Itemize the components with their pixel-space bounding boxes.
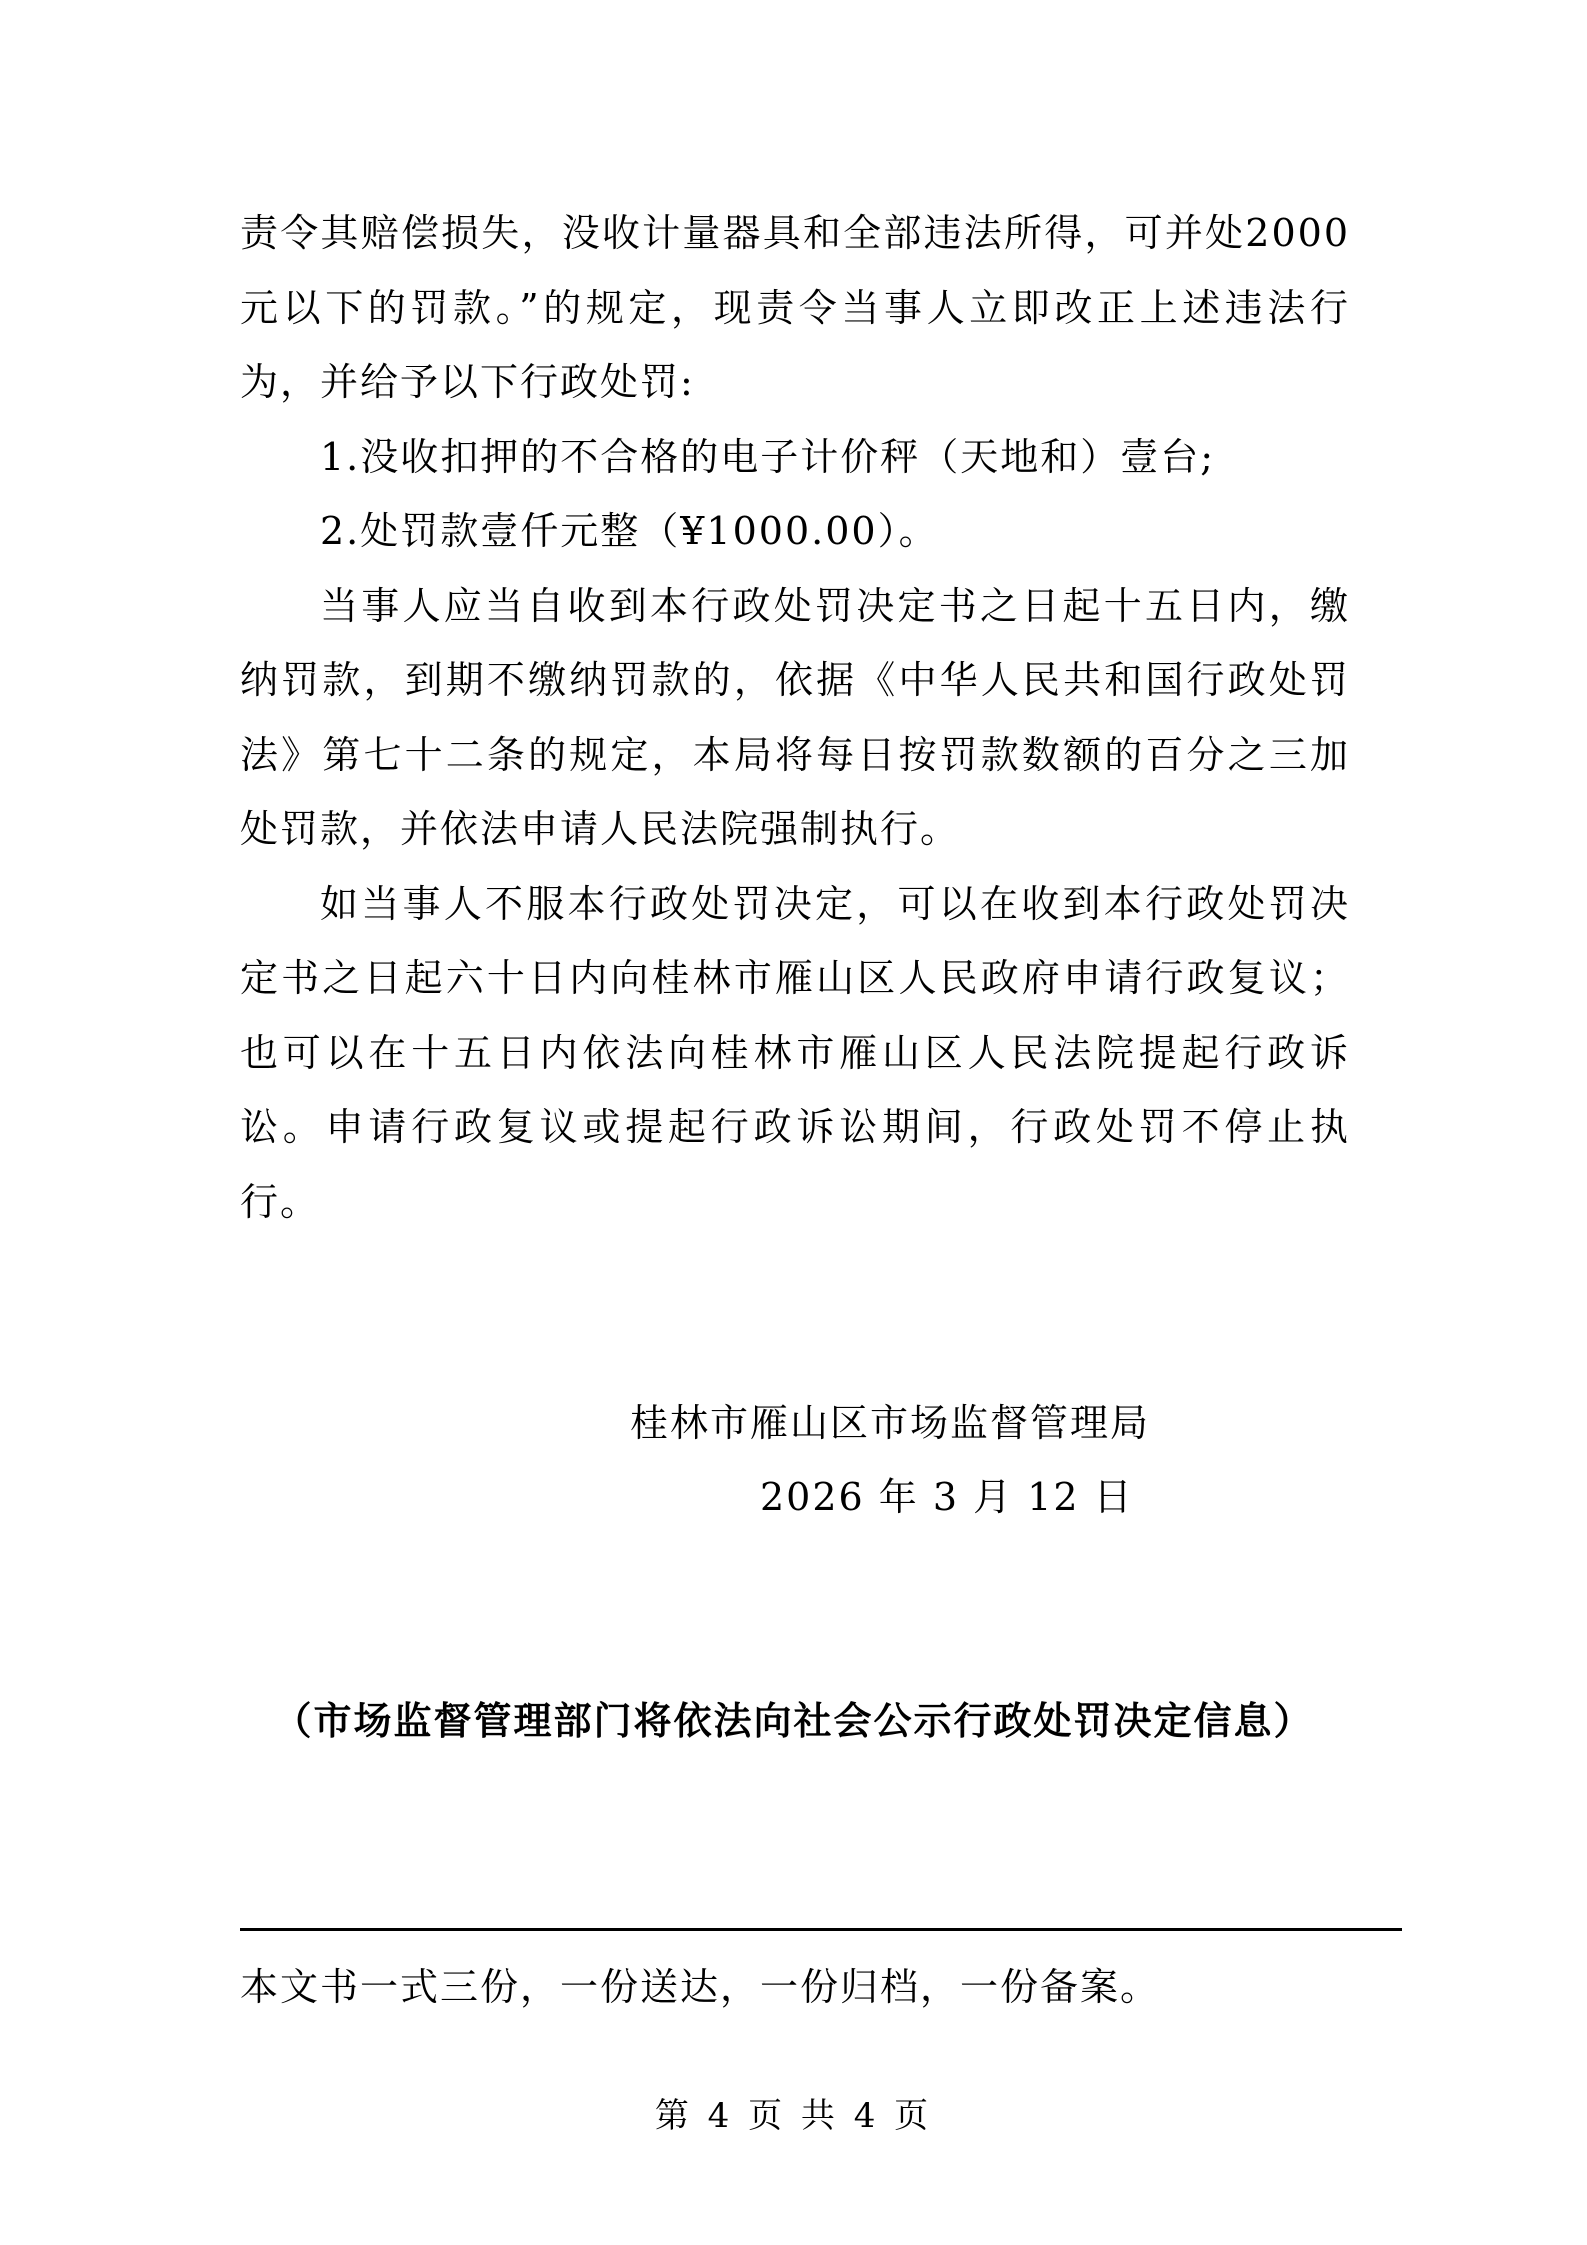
public-disclosure-notice: （市场监督管理部门将依法向社会公示行政处罚决定信息） (273, 1698, 1314, 1743)
page-number: 第 4 页 共 4 页 (654, 2096, 933, 2136)
signature-organization: 桂林市雁山区市场监督管理局 (630, 1401, 1151, 1445)
footer-divider (240, 1928, 1402, 1931)
paragraph-penalty-item-2: 2.处罚款壹仟元整（¥1000.00）。 (320, 509, 939, 553)
paragraph-appeal-rights: 如当事人不服本行政处罚决定，可以在收到本行政处罚决定书之日起六十日内向桂林市雁山区人民政府申请行政复议；也可以在十五日内依法向桂林市雁山区人民法院提起行政诉讼。申请行政复议或提起行政诉讼期间，行政处罚不停止执行。 (240, 881, 1350, 1224)
signature-date: 2026 年 3 月 12 日 (760, 1475, 1134, 1519)
copies-note: 本文书一式三份，一份送达，一份归档，一份备案。 (240, 1965, 1161, 2009)
document-body (240, 196, 1350, 1239)
paragraph-penalty-basis: 责令其赔偿损失，没收计量器具和全部违法所得，可并处2000元以下的罚款。”的规定，现责令当事人立即改正上述违法行为，并给予以下行政处罚: (240, 211, 1350, 404)
paragraph-penalty-item-1: 1.没收扣押的不合格的电子计价秤（天地和）壹台; (320, 434, 1216, 479)
paragraph-payment-deadline: 当事人应当自收到本行政处罚决定书之日起十五日内，缴纳罚款，到期不缴纳罚款的，依据《中华人民共和国行政处罚法》第七十二条的规定，本局将每日按罚款数额的百分之三加处罚款，并依法申请人民法院强制执行。 (240, 583, 1350, 851)
